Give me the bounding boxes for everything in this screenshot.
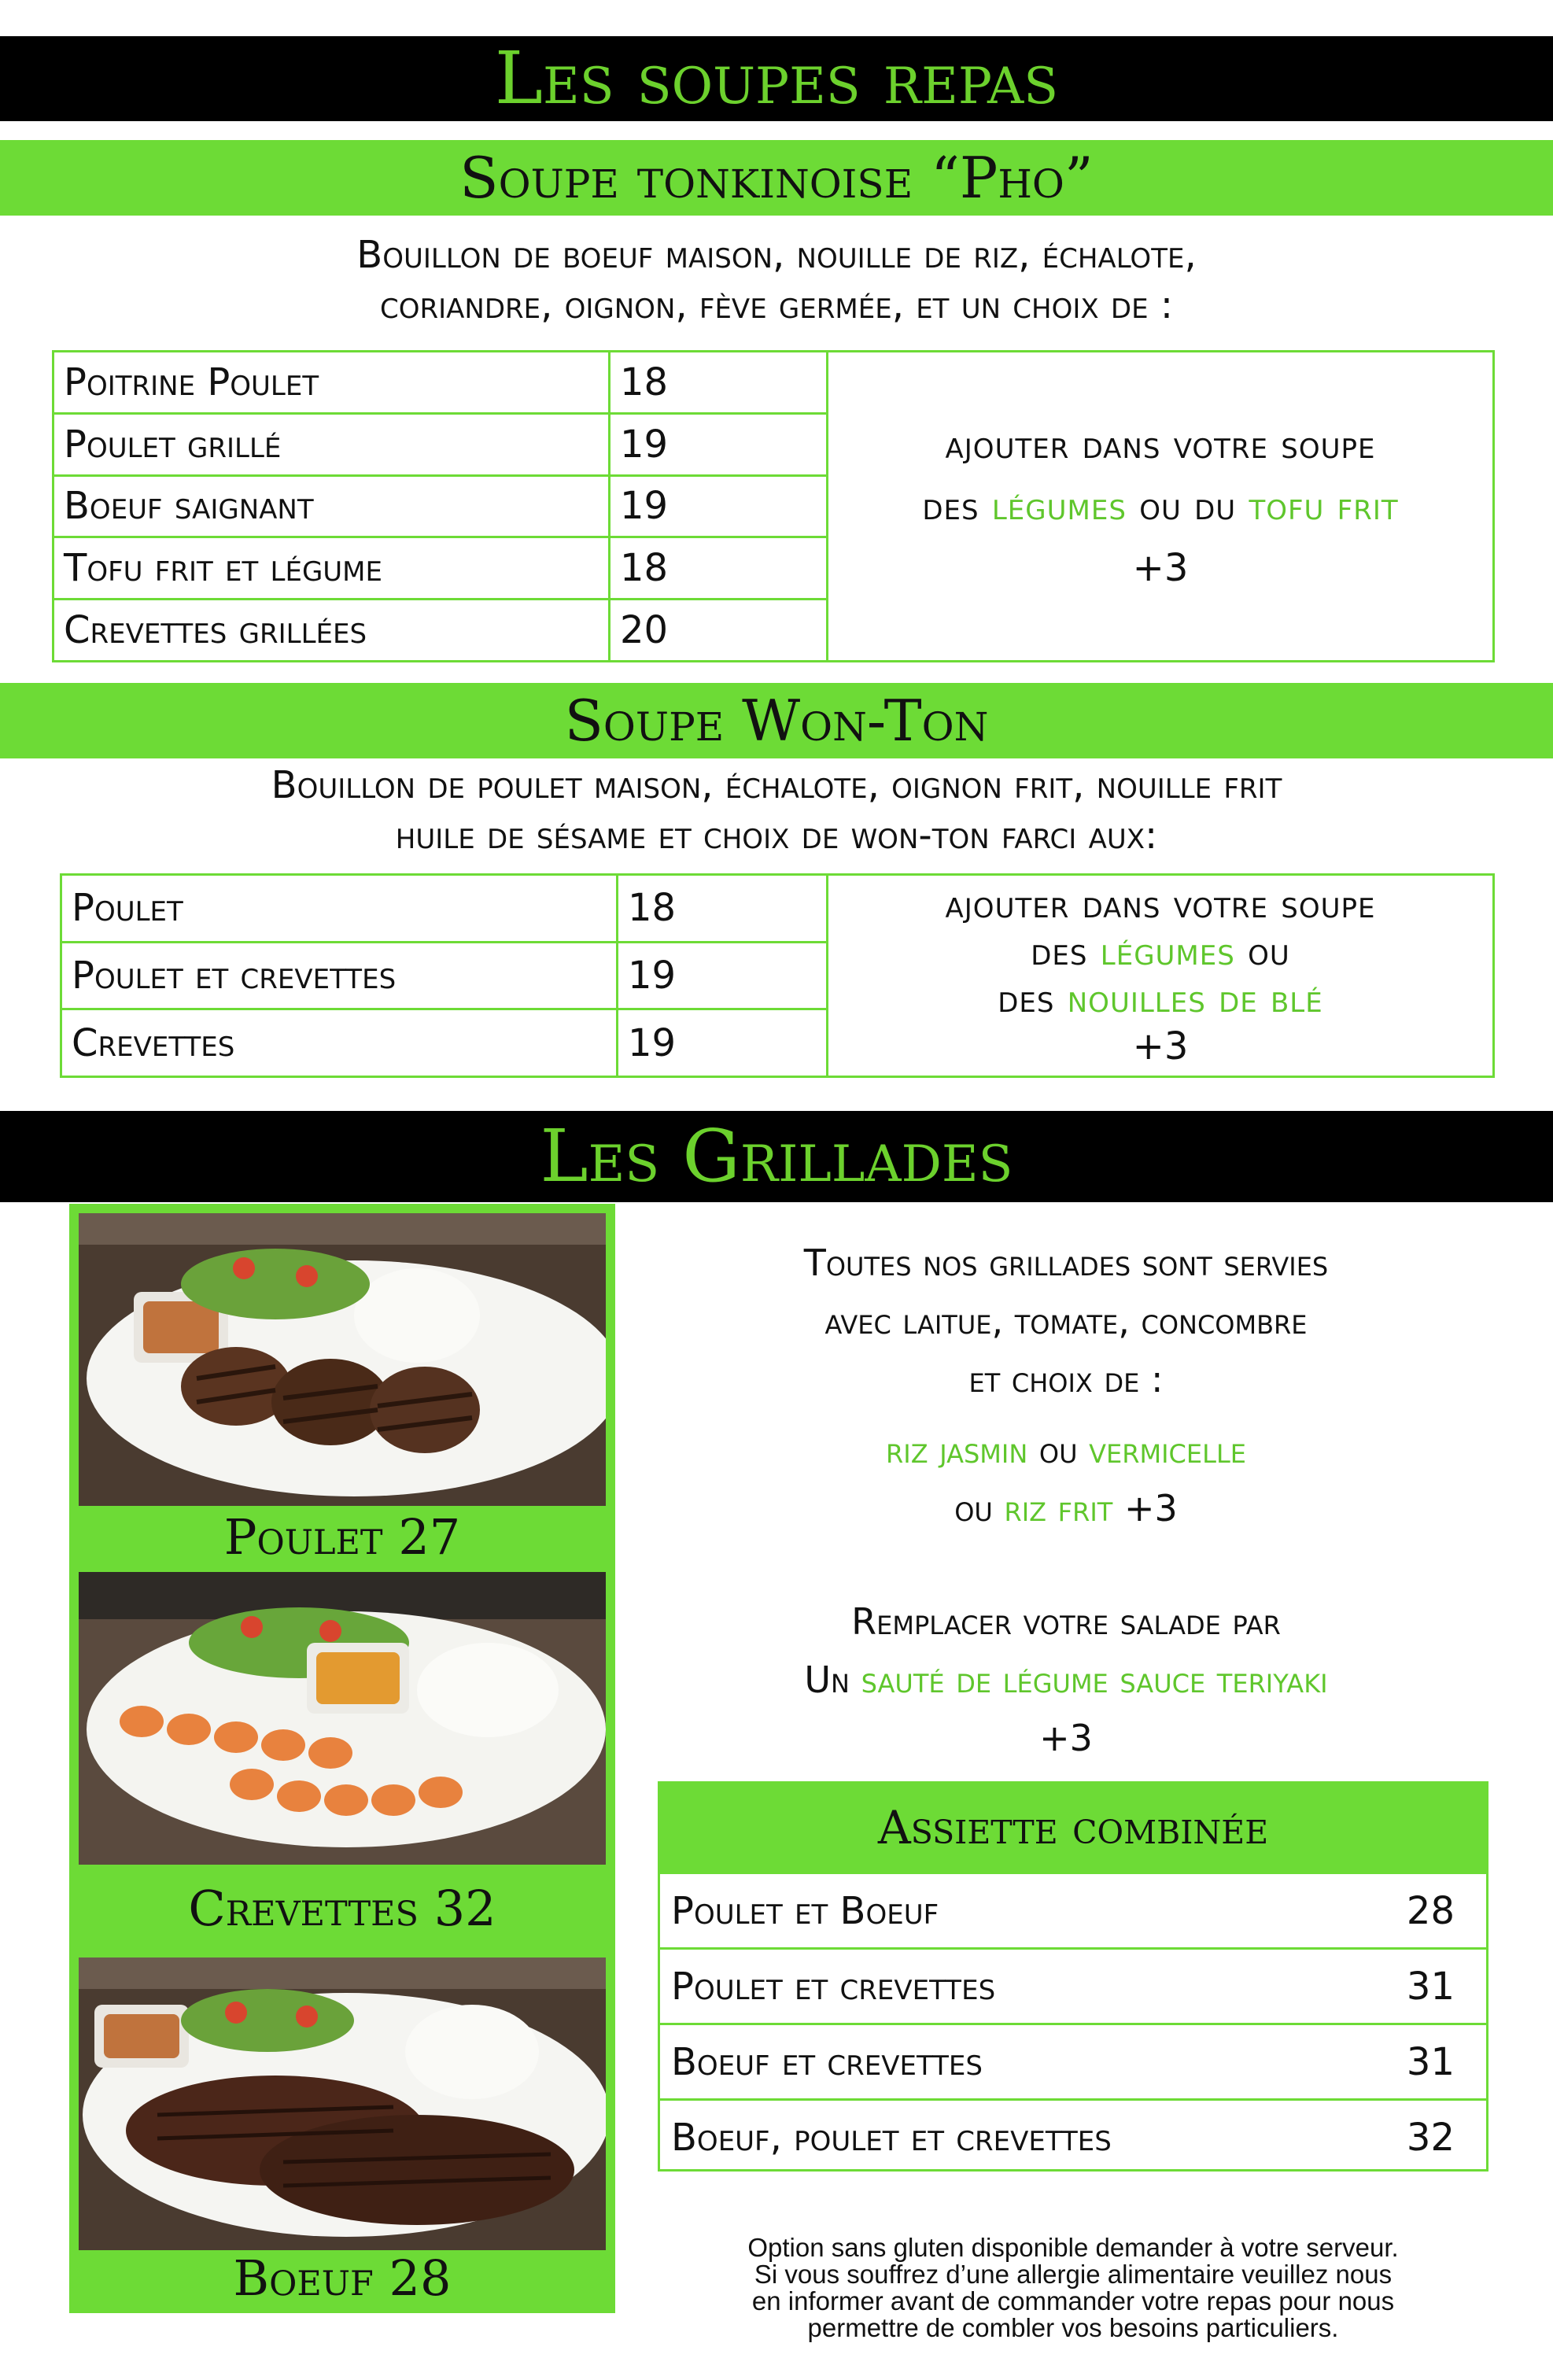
wonton-addon-cell — [828, 875, 1494, 1077]
wonton-addon-nouilles: nouilles de blé — [1067, 977, 1323, 1021]
wonton-item-price: 19 — [618, 1009, 828, 1077]
pho-addon-cell — [828, 352, 1494, 662]
pho-item-name: Poitrine Poulet — [53, 352, 610, 414]
wonton-item-name: Crevettes — [61, 1009, 618, 1077]
wonton-addon-line1: ajouter dans votre soupe — [945, 883, 1376, 927]
wonton-title: Soupe Won-Ton — [564, 688, 989, 754]
wonton-header — [0, 683, 1553, 758]
pho-desc-line1: Bouillon de boeuf maison, nouille de riz, échalote, — [356, 233, 1197, 277]
info-line1: Toutes nos grillades sont servies — [803, 1242, 1329, 1284]
table-row — [660, 1947, 1486, 2023]
combo-item-price: 32 — [1406, 2115, 1455, 2160]
table-row — [660, 2098, 1486, 2174]
shrimp-skewer-plate-image — [79, 1572, 606, 1865]
pho-header — [0, 140, 1553, 216]
wonton-desc-line1: Bouillon de poulet maison, échalote, oignon frit, nouille frit — [271, 763, 1282, 807]
pho-item-price: 20 — [610, 600, 828, 662]
wonton-table — [60, 873, 1495, 1078]
footnote-line4: permettre de combler vos besoins particuliers. — [807, 2313, 1339, 2342]
choice-line2: ou riz frit +3 — [954, 1487, 1178, 1529]
table-row — [53, 352, 1494, 414]
replace-line2: Un sauté de légume sauce teriyaki — [804, 1659, 1328, 1701]
wonton-addon-line3: des nouilles de blé — [998, 977, 1323, 1021]
pho-item-name: Poulet grillé — [53, 413, 610, 475]
wonton-desc-line2: huile de sésame et choix de won-ton farci aux: — [395, 814, 1158, 858]
combo-table — [658, 1781, 1488, 2172]
pho-item-price: 19 — [610, 475, 828, 537]
combo-item-price: 28 — [1406, 1888, 1455, 1933]
info-line3: et choix de : — [968, 1358, 1164, 1400]
combo-item-name: Poulet et crevettes — [671, 1964, 996, 2009]
combo-item-name: Poulet et Boeuf — [671, 1888, 939, 1933]
wonton-addon-legumes: légumes — [1100, 930, 1235, 974]
replace-price: +3 — [1039, 1717, 1093, 1759]
pho-item-name: Boeuf saignant — [53, 475, 610, 537]
wonton-addon-line2: des légumes ou — [1031, 930, 1290, 974]
photo-caption-boeuf: Boeuf 28 — [233, 2249, 452, 2307]
pho-addon-legumes: légumes — [991, 484, 1127, 529]
pho-table — [52, 350, 1495, 662]
wonton-item-name: Poulet et crevettes — [61, 942, 618, 1009]
photo-caption-crevettes: Crevettes 32 — [188, 1880, 496, 1937]
pho-item-price: 18 — [610, 537, 828, 600]
combo-title: Assiette combinée — [660, 1784, 1486, 1872]
pho-item-price: 18 — [610, 352, 828, 414]
table-row — [660, 1872, 1486, 1947]
pho-addon-line1: ajouter dans votre soupe — [945, 422, 1376, 467]
soupes-title: Les soupes repas — [494, 36, 1059, 120]
pho-addon-price: +3 — [1132, 545, 1189, 590]
combo-item-price: 31 — [1406, 1964, 1455, 2009]
grillades-title: Les Grillades — [540, 1114, 1013, 1198]
wonton-addon-price: +3 — [1132, 1024, 1189, 1068]
pho-desc-line2: coriandre, oignon, fève germée, et un choix de : — [379, 283, 1174, 327]
photo-caption-poulet: Poulet 27 — [223, 1508, 461, 1566]
pho-addon-tofu: tofu frit — [1249, 484, 1399, 529]
choice-line1: riz jasmin ou vermicelle — [886, 1429, 1246, 1471]
footnote-line1: Option sans gluten disponible demander à votre serveur. — [747, 2233, 1399, 2262]
replace-line1: Remplacer votre salade par — [851, 1600, 1281, 1643]
table-row — [61, 875, 1494, 943]
soupes-header — [0, 36, 1553, 121]
pho-item-name: Crevettes grillées — [53, 600, 610, 662]
grilled-beef-plate-image — [79, 1958, 606, 2250]
wonton-item-price: 19 — [618, 942, 828, 1009]
choice-riz-frit: riz frit — [1004, 1487, 1113, 1529]
table-row — [660, 2023, 1486, 2098]
combo-item-price: 31 — [1406, 2039, 1455, 2084]
allergy-footnote — [658, 2234, 1488, 2341]
footnote-line3: en informer avant de commander votre repas pour nous — [751, 2286, 1395, 2315]
wonton-description — [0, 760, 1553, 861]
info-line2: avec laitue, tomate, concombre — [824, 1300, 1308, 1342]
grilled-chicken-plate-image — [79, 1213, 606, 1506]
wonton-item-name: Poulet — [61, 875, 618, 943]
grillades-info — [629, 1234, 1503, 1767]
pho-item-price: 19 — [610, 413, 828, 475]
choice-riz-jasmin: riz jasmin — [886, 1429, 1028, 1471]
replace-saute: sauté de légume sauce teriyaki — [861, 1659, 1328, 1701]
pho-item-name: Tofu frit et légume — [53, 537, 610, 600]
combo-item-name: Boeuf et crevettes — [671, 2039, 983, 2084]
pho-title: Soupe tonkinoise “Pho” — [459, 145, 1094, 211]
footnote-line2: Si vous souffrez d’une allergie alimentaire veuillez nous — [754, 2260, 1393, 2289]
pho-addon-line2: des légumes ou du tofu frit — [922, 484, 1399, 529]
combo-item-name: Boeuf, poulet et crevettes — [671, 2115, 1112, 2160]
choice-vermicelle: vermicelle — [1089, 1429, 1246, 1471]
pho-description — [0, 230, 1553, 330]
wonton-item-price: 18 — [618, 875, 828, 943]
grillades-header — [0, 1111, 1553, 1202]
